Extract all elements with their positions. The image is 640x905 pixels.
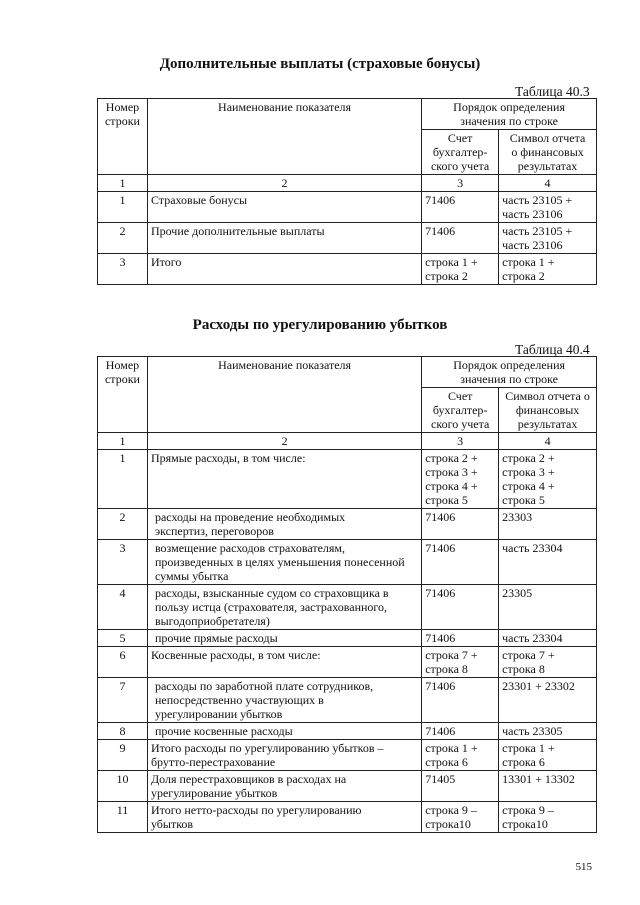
page-number: 515 <box>575 861 592 873</box>
table-row <box>98 192 597 223</box>
account-value-line: 71406 <box>425 510 456 524</box>
row-number <box>98 509 148 540</box>
column-number <box>422 175 499 192</box>
indicator-name <box>147 450 421 509</box>
header-row-number-line: строки <box>104 114 140 128</box>
row-number-line: 11 <box>116 803 129 817</box>
account-value-line: 71405 <box>425 772 456 786</box>
row-number <box>98 223 148 254</box>
indicator-name-line: Итого нетто-расходы по урегулированию <box>150 803 362 817</box>
account-value <box>422 678 499 723</box>
column-number-line: 3 <box>457 176 464 190</box>
report-symbol-value-line: часть 23105 + <box>502 224 573 238</box>
account-value <box>422 450 499 509</box>
report-symbol-value-line: строка 4 + <box>502 479 555 493</box>
account-value-line: 71406 <box>425 541 456 555</box>
header-report-symbol-line: результатах <box>517 159 578 173</box>
header-determination-order-line: Порядок определения <box>453 358 566 372</box>
report-symbol-value-line: строка 1 + <box>502 255 555 269</box>
row-number-line: 7 <box>119 679 126 693</box>
indicator-name-line: Страховые бонусы <box>150 193 248 207</box>
header-determination-order <box>422 357 597 388</box>
account-value-line: строка10 <box>425 817 471 831</box>
indicator-name-line: прочие прямые расходы <box>154 631 278 645</box>
account-value-line: 71406 <box>425 679 456 693</box>
row-number-line: 4 <box>119 586 126 600</box>
account-value <box>422 540 499 585</box>
report-symbol-value-line: часть 23106 <box>502 238 563 252</box>
indicator-name-line: суммы убытка <box>154 569 229 583</box>
report-symbol-value <box>499 585 597 630</box>
header-account <box>422 388 499 433</box>
account-value-line: 71406 <box>425 631 456 645</box>
report-symbol-value <box>499 771 597 802</box>
account-value <box>422 740 499 771</box>
report-symbol-value <box>499 509 597 540</box>
report-symbol-value <box>499 647 597 678</box>
column-numbers-row <box>98 433 597 450</box>
report-symbol-value <box>499 740 597 771</box>
column-number <box>422 433 499 450</box>
table-row <box>98 678 597 723</box>
account-value-line: 71406 <box>425 586 456 600</box>
row-number-line: 10 <box>116 772 129 786</box>
indicator-name-line: произведенных в целях уменьшения понесенной <box>154 555 405 569</box>
account-value-line: строка 2 + <box>425 451 478 465</box>
row-number-line: 1 <box>119 193 126 207</box>
report-symbol-value-line: строка 8 <box>502 662 545 676</box>
indicator-name-line: Косвенные расходы, в том числе: <box>150 648 321 662</box>
header-determination-order <box>422 99 597 130</box>
row-number-line: 1 <box>119 451 126 465</box>
row-number <box>98 802 148 833</box>
account-value <box>422 771 499 802</box>
header-account-line: бухгалтер- <box>432 403 488 417</box>
row-number <box>98 630 148 647</box>
column-number <box>147 433 421 450</box>
column-number <box>499 175 597 192</box>
row-number-line: 6 <box>119 648 126 662</box>
indicator-name-line: экспертиз, переговоров <box>154 524 274 538</box>
account-value-line: строка 8 <box>425 662 468 676</box>
table-row <box>98 802 597 833</box>
account-value-line: строка 4 + <box>425 479 478 493</box>
table1-title: Дополнительные выплаты (страховые бонусы) <box>159 56 481 72</box>
header-row-number-line: Номер <box>105 100 140 114</box>
row-number <box>98 771 148 802</box>
report-symbol-value <box>499 802 597 833</box>
indicator-name <box>147 740 421 771</box>
report-symbol-value-line: строка 9 – <box>502 803 554 817</box>
indicator-name-line: непосредственно участвующих в <box>154 693 324 707</box>
row-number-line: 2 <box>119 510 126 524</box>
table-row <box>98 723 597 740</box>
header-report-symbol-line: финансовых <box>515 403 580 417</box>
indicator-name <box>147 723 421 740</box>
indicator-name-line: убытков <box>150 817 194 831</box>
header-report-symbol-line: о финансовых <box>511 145 584 159</box>
indicator-name-line: выгодоприобретателя) <box>154 614 270 628</box>
column-number-line: 2 <box>281 434 288 448</box>
header-row-number-line: Номер <box>105 358 140 372</box>
report-symbol-value-line: строка 2 + <box>502 451 555 465</box>
account-value <box>422 802 499 833</box>
table-row <box>98 254 597 285</box>
header-report-symbol-line: Символ отчета <box>509 131 586 145</box>
table2 <box>97 356 597 833</box>
account-value <box>422 647 499 678</box>
account-value-line: 71406 <box>425 193 456 207</box>
row-number <box>98 540 148 585</box>
header-account-line: ского учета <box>430 159 490 173</box>
table1 <box>97 98 597 285</box>
account-value-line: строка 5 <box>425 493 468 507</box>
header-indicator-name <box>147 357 421 433</box>
account-value <box>422 630 499 647</box>
report-symbol-value-line: 23303 <box>502 510 533 524</box>
column-number-line: 4 <box>544 434 551 448</box>
header-account-line: Счет <box>447 131 473 145</box>
indicator-name-line: Прямые расходы, в том числе: <box>150 451 306 465</box>
header-report-symbol-line: Символ отчета о <box>505 389 590 403</box>
table-row <box>98 771 597 802</box>
account-value <box>422 585 499 630</box>
header-report-symbol <box>499 130 597 175</box>
table-row <box>98 630 597 647</box>
header-row <box>98 99 597 130</box>
indicator-name-line: пользу истца (страхователя, застрахованного, <box>154 600 388 614</box>
row-number <box>98 740 148 771</box>
account-value-line: 71406 <box>425 724 456 738</box>
table2-title: Расходы по урегулированию убытков <box>192 317 448 333</box>
header-account-line: бухгалтер- <box>432 145 488 159</box>
report-symbol-value-line: часть 23105 + <box>502 193 573 207</box>
header-determination-order-line: значения по строке <box>460 114 558 128</box>
row-number-line: 3 <box>119 541 126 555</box>
account-value <box>422 509 499 540</box>
table-row <box>98 540 597 585</box>
indicator-name <box>147 223 421 254</box>
column-number <box>147 175 421 192</box>
account-value-line: строка 7 + <box>425 648 478 662</box>
table-row <box>98 740 597 771</box>
indicator-name <box>147 192 421 223</box>
row-number <box>98 585 148 630</box>
report-symbol-value <box>499 678 597 723</box>
report-symbol-value-line: 13301 + 13302 <box>502 772 575 786</box>
column-number-line: 3 <box>457 434 464 448</box>
column-number-line: 4 <box>544 176 551 190</box>
row-number-line: 3 <box>119 255 126 269</box>
indicator-name <box>147 509 421 540</box>
account-value-line: строка 1 + <box>425 255 478 269</box>
report-symbol-value-line: строка 7 + <box>502 648 555 662</box>
table2-label: Таблица 40.4 <box>515 342 590 357</box>
report-symbol-value-line: 23301 + 23302 <box>502 679 575 693</box>
indicator-name <box>147 802 421 833</box>
header-indicator-name-line: Наименование показателя <box>218 358 352 372</box>
indicator-name-line: урегулировании убытков <box>154 707 283 721</box>
row-number <box>98 678 148 723</box>
report-symbol-value-line: часть 23106 <box>502 207 563 221</box>
account-value-line: строка 3 + <box>425 465 478 479</box>
header-account <box>422 130 499 175</box>
row-number-line: 9 <box>119 741 126 755</box>
indicator-name-line: брутто-перестрахование <box>150 755 276 769</box>
row-number-line: 5 <box>119 631 126 645</box>
account-value-line: строка 9 – <box>425 803 477 817</box>
column-numbers-row <box>98 175 597 192</box>
indicator-name-line: Итого расходы по урегулированию убытков – <box>150 741 384 755</box>
table-row <box>98 647 597 678</box>
header-row-number-line: строки <box>104 372 140 386</box>
row-number <box>98 647 148 678</box>
report-symbol-value-line: часть 23304 <box>502 541 563 555</box>
indicator-name-line: урегулирование убытков <box>150 786 278 800</box>
indicator-name <box>147 771 421 802</box>
indicator-name-line: Итого <box>150 255 182 269</box>
report-symbol-value <box>499 450 597 509</box>
table-row <box>98 450 597 509</box>
header-row-number <box>98 99 148 175</box>
report-symbol-value <box>499 723 597 740</box>
column-number <box>499 433 597 450</box>
report-symbol-value <box>499 254 597 285</box>
table-row <box>98 223 597 254</box>
header-indicator-name <box>147 99 421 175</box>
header-report-symbol-line: результатах <box>517 417 578 431</box>
header-report-symbol <box>499 388 597 433</box>
header-account-line: Счет <box>447 389 473 403</box>
report-symbol-value <box>499 540 597 585</box>
column-number-line: 1 <box>119 176 126 190</box>
row-number-line: 2 <box>119 224 126 238</box>
table-row <box>98 509 597 540</box>
indicator-name-line: расходы по заработной плате сотрудников, <box>154 679 374 693</box>
row-number <box>98 723 148 740</box>
account-value <box>422 223 499 254</box>
report-symbol-value-line: строка 6 <box>502 755 545 769</box>
column-number <box>98 433 148 450</box>
row-number-line: 8 <box>119 724 126 738</box>
indicator-name-line: прочие косвенные расходы <box>154 724 293 738</box>
report-symbol-value-line: часть 23305 <box>502 724 563 738</box>
header-row-number <box>98 357 148 433</box>
report-symbol-value-line: строка10 <box>502 817 548 831</box>
header-account-line: ского учета <box>431 417 490 431</box>
account-value-line: строка 2 <box>425 269 468 283</box>
indicator-name-line: возмещение расходов страхователям, <box>154 541 346 555</box>
account-value-line: 71406 <box>425 224 456 238</box>
header-row <box>98 357 597 388</box>
header-determination-order-line: значения по строке <box>460 372 558 386</box>
column-number <box>98 175 148 192</box>
report-symbol-value-line: строка 3 + <box>502 465 555 479</box>
indicator-name-line: Прочие дополнительные выплаты <box>150 224 325 238</box>
indicator-name-line: расходы, взысканные судом со страховщика в <box>154 586 389 600</box>
column-number-line: 2 <box>281 176 288 190</box>
indicator-name <box>147 254 421 285</box>
report-symbol-value <box>499 192 597 223</box>
account-value <box>422 723 499 740</box>
account-value <box>422 192 499 223</box>
report-symbol-value <box>499 223 597 254</box>
report-symbol-value-line: строка 2 <box>502 269 545 283</box>
column-number-line: 1 <box>119 434 126 448</box>
row-number <box>98 450 148 509</box>
indicator-name <box>147 630 421 647</box>
account-value <box>422 254 499 285</box>
indicator-name <box>147 678 421 723</box>
header-determination-order-line: Порядок определения <box>453 100 565 114</box>
table1-label: Таблица 40.3 <box>515 84 590 99</box>
row-number <box>98 254 148 285</box>
report-symbol-value-line: часть 23304 <box>502 631 563 645</box>
table-row <box>98 585 597 630</box>
account-value-line: строка 6 <box>425 755 468 769</box>
indicator-name <box>147 540 421 585</box>
report-symbol-value-line: 23305 <box>502 586 533 600</box>
report-symbol-value-line: строка 5 <box>502 493 545 507</box>
account-value-line: строка 1 + <box>425 741 478 755</box>
report-symbol-value <box>499 630 597 647</box>
row-number <box>98 192 148 223</box>
indicator-name <box>147 647 421 678</box>
indicator-name <box>147 585 421 630</box>
indicator-name-line: расходы на проведение необходимых <box>154 510 346 524</box>
header-indicator-name-line: Наименование показателя <box>218 100 352 114</box>
report-symbol-value-line: строка 1 + <box>502 741 555 755</box>
indicator-name-line: Доля перестраховщиков в расходах на <box>150 772 347 786</box>
